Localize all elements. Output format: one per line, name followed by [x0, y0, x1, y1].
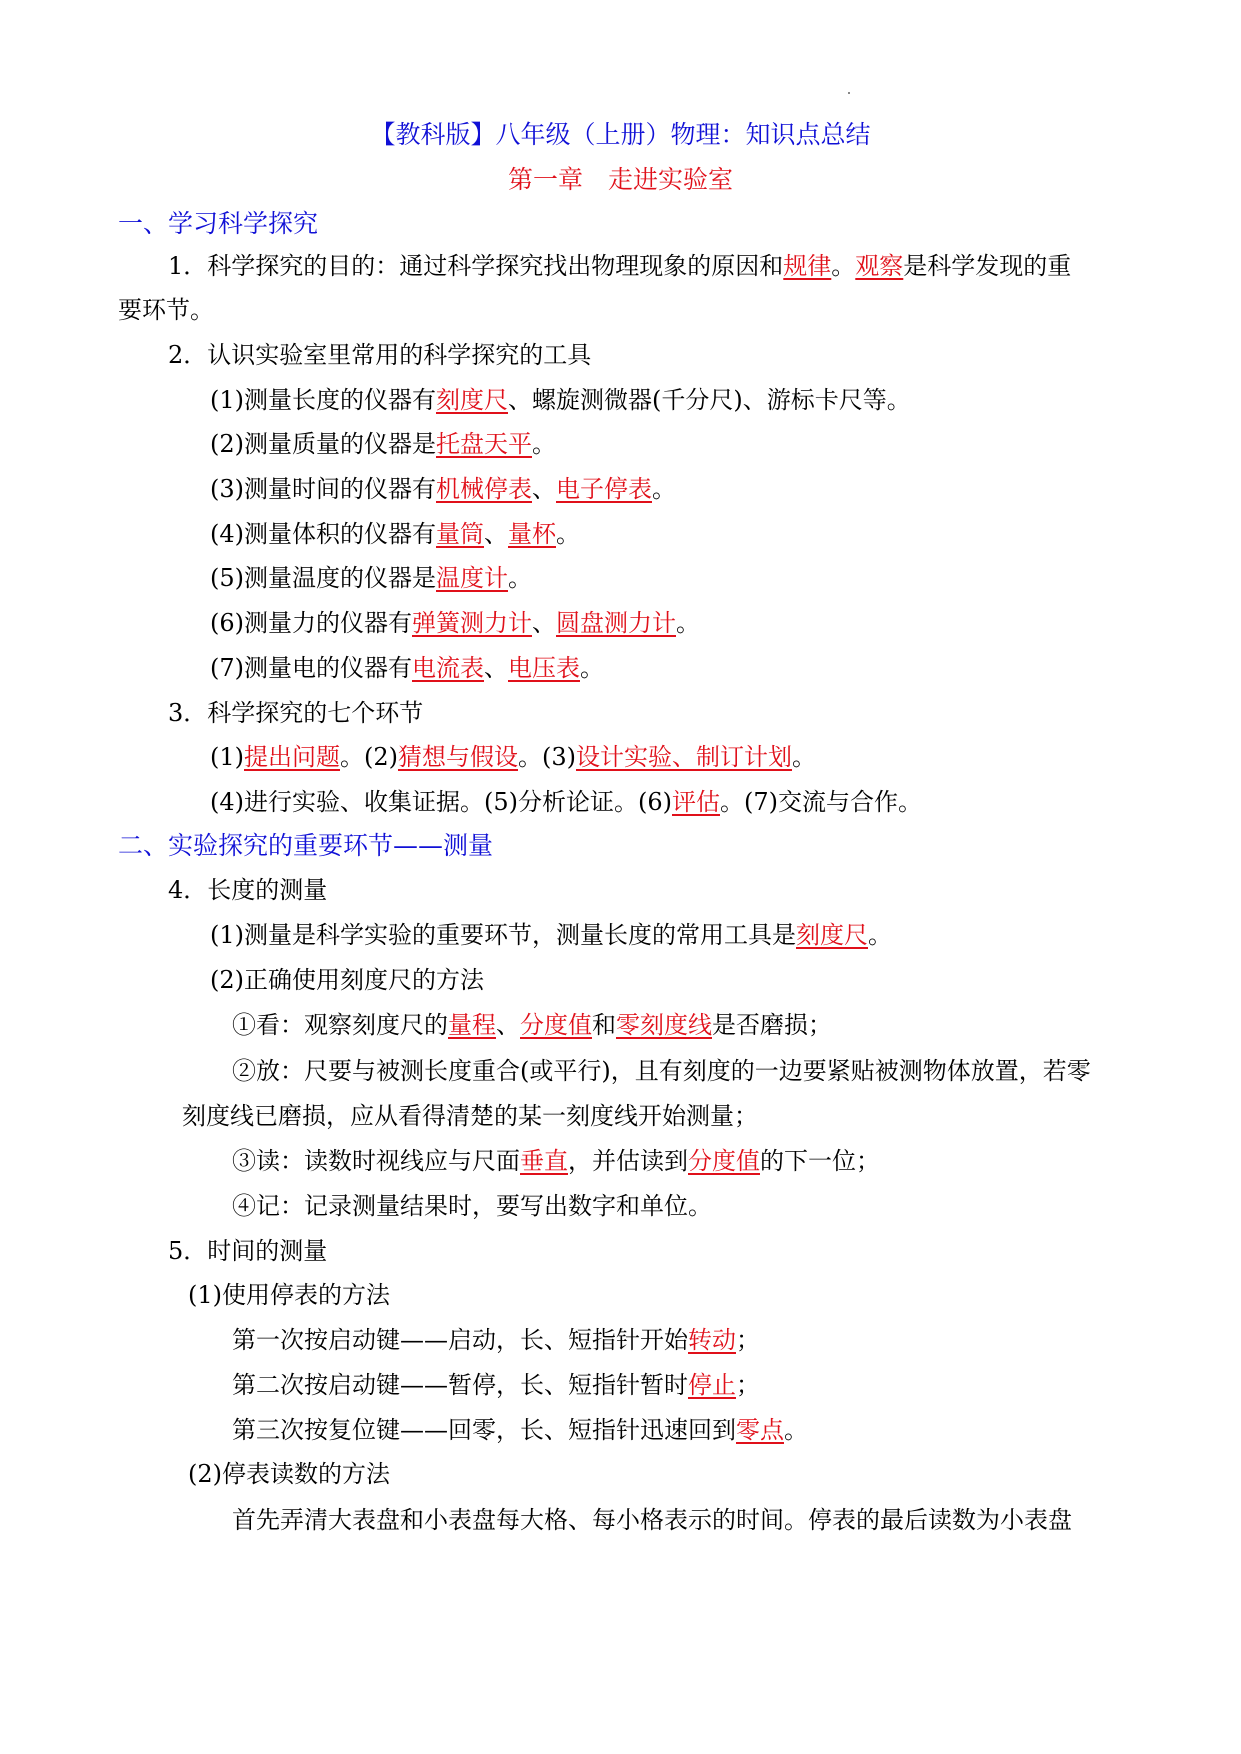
keyword: 提出问题: [244, 743, 340, 771]
item-5-last-line: 首先弄清大表盘和小表盘每大格、每小格表示的时间。停表的最后读数为小表盘: [232, 1506, 1072, 1534]
keyword: 规律: [783, 252, 832, 280]
stray-dot: [848, 92, 850, 94]
keyword: 停止: [688, 1371, 736, 1399]
item-2-line-6: (6)测量力的仪器有弹簧测力计、圆盘测力计。: [210, 609, 700, 637]
item-5-heading: 5．时间的测量: [168, 1237, 328, 1265]
item-2-line-4: (4)测量体积的仪器有量筒、量杯。: [210, 520, 580, 548]
item-1-line: 1．科学探究的目的：通过科学探究找出物理现象的原因和规律。观察是科学发现的重: [168, 252, 1072, 280]
item-4-line-2: (2)正确使用刻度尺的方法: [210, 966, 484, 994]
item-5-step-2: 第二次按启动键——暂停，长、短指针暂时停止；: [232, 1371, 760, 1399]
keyword: 刻度尺: [796, 921, 868, 949]
item-5-part-2: (2)停表读数的方法: [188, 1460, 390, 1488]
keyword: 转动: [688, 1326, 736, 1354]
chapter-title: 第一章 走进实验室: [507, 165, 733, 194]
keyword: 量筒: [436, 520, 484, 548]
keyword: 评估: [672, 788, 720, 816]
item-4-line-1: (1)测量是科学实验的重要环节，测量长度的常用工具是刻度尺。: [210, 921, 892, 949]
item-4-step-look: ①看：观察刻度尺的量程、分度值和零刻度线是否磨损；: [232, 1011, 832, 1039]
keyword: 量程: [448, 1011, 496, 1039]
section-heading-2: 二、实验探究的重要环节——测量: [118, 831, 494, 860]
keyword: 电子停表: [556, 475, 652, 503]
keyword: 温度计: [436, 564, 508, 592]
item-2-heading: 2．认识实验室里常用的科学探究的工具: [168, 341, 592, 369]
keyword: 观察: [855, 252, 904, 280]
keyword: 零点: [736, 1416, 784, 1444]
keyword: 刻度尺: [436, 386, 508, 414]
keyword: 垂直: [520, 1147, 568, 1175]
keyword: 设计实验、制订计划: [576, 743, 792, 771]
item-5-part-1: (1)使用停表的方法: [188, 1281, 390, 1309]
keyword: 电压表: [508, 654, 580, 682]
item-2-line-1: (1)测量长度的仪器有刻度尺、螺旋测微器(千分尺)、游标卡尺等。: [210, 386, 911, 414]
item-4-step-record: ④记：记录测量结果时，要写出数字和单位。: [232, 1192, 712, 1220]
item-2-line-7: (7)测量电的仪器有电流表、电压表。: [210, 654, 604, 682]
keyword: 圆盘测力计: [556, 609, 676, 637]
item-5-step-3: 第三次按复位键——回零，长、短指针迅速回到零点。: [232, 1416, 808, 1444]
section-heading-1: 一、学习科学探究: [118, 209, 319, 238]
document-title: 【教科版】八年级（上册）物理：知识点总结: [370, 120, 871, 149]
item-3-line-2: (4)进行实验、收集证据。(5)分析论证。(6)评估。(7)交流与合作。: [210, 788, 922, 816]
item-5-step-1: 第一次按启动键——启动，长、短指针开始转动；: [232, 1326, 760, 1354]
item-2-line-3: (3)测量时间的仪器有机械停表、电子停表。: [210, 475, 676, 503]
keyword: 量杯: [508, 520, 556, 548]
item-2-line-2: (2)测量质量的仪器是托盘天平。: [210, 430, 556, 458]
item-4-step-place: ②放：尺要与被测长度重合(或平行)，且有刻度的一边要紧贴被测物体放置，若零: [232, 1057, 1091, 1085]
keyword: 分度值: [688, 1147, 760, 1175]
item-2-line-5: (5)测量温度的仪器是温度计。: [210, 564, 532, 592]
keyword: 零刻度线: [616, 1011, 712, 1039]
item-1-continuation: 要环节。: [118, 296, 214, 324]
keyword: 分度值: [520, 1011, 592, 1039]
item-3-heading: 3．科学探究的七个环节: [168, 699, 424, 727]
keyword: 弹簧测力计: [412, 609, 532, 637]
keyword: 猜想与假设: [398, 743, 518, 771]
keyword: 托盘天平: [436, 430, 532, 458]
item-4-step-place-continuation: 刻度线已磨损，应从看得清楚的某一刻度线开始测量；: [182, 1102, 758, 1130]
keyword: 机械停表: [436, 475, 532, 503]
item-3-line-1: (1)提出问题。(2)猜想与假设。(3)设计实验、制订计划。: [210, 743, 816, 771]
keyword: 电流表: [412, 654, 484, 682]
item-4-step-read: ③读：读数时视线应与尺面垂直，并估读到分度值的下一位；: [232, 1147, 880, 1175]
item-4-heading: 4．长度的测量: [168, 876, 328, 904]
